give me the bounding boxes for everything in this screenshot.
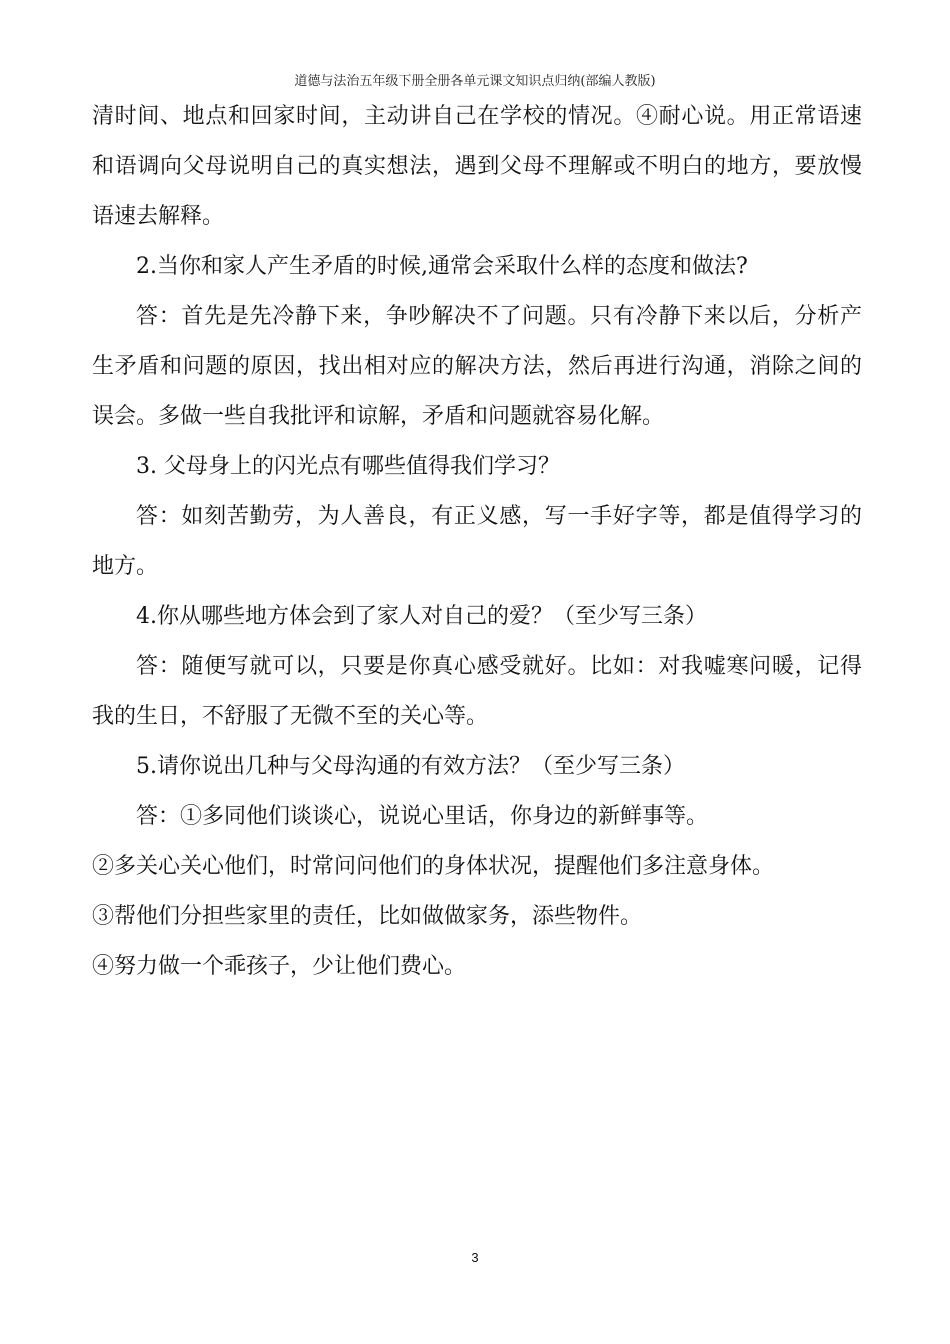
answer-5-item: ④努力做一个乖孩子，少让他们费心。 bbox=[92, 954, 467, 979]
answer-2-line: 误会。多做一些自我批评和谅解，矛盾和问题就容易化解。 bbox=[92, 404, 665, 429]
question-3: 3. 父母身上的闪光点有哪些值得我们学习？ bbox=[136, 454, 560, 479]
body-line: 和语调向父母说明自己的真实想法，遇到父母不理解或不明白的地方，要放慢 bbox=[92, 154, 862, 179]
question-2: 2.当你和家人产生矛盾的时候,通常会采取什么样的态度和做法? bbox=[136, 254, 748, 279]
answer-4-line: 我的生日，不舒服了无微不至的关心等。 bbox=[92, 704, 489, 729]
answer-4-line: 答：随便写就可以，只要是你真心感受就好。比如：对我嘘寒问暖，记得 bbox=[136, 654, 862, 679]
question-4: 4.你从哪些地方体会到了家人对自己的爱？（至少写三条） bbox=[136, 604, 707, 629]
answer-5-item: ③帮他们分担些家里的责任，比如做做家务，添些物件。 bbox=[92, 904, 643, 929]
body-line: 清时间、地点和回家时间，主动讲自己在学校的情况。④耐心说。用正常语速 bbox=[92, 104, 862, 129]
document-body bbox=[92, 92, 862, 992]
page-number: 3 bbox=[471, 1250, 479, 1265]
answer-5-item: ②多关心关心他们，时常问问他们的身体状况，提醒他们多注意身体。 bbox=[92, 854, 775, 879]
body-line: 语速去解释。 bbox=[92, 204, 225, 229]
answer-5-line: 答：①多同他们谈谈心，说说心里话，你身边的新鲜事等。 bbox=[136, 804, 709, 829]
answer-2-line: 生矛盾和问题的原因，找出相对应的解决方法，然后再进行沟通，消除之间的 bbox=[92, 354, 862, 379]
question-5: 5.请你说出几种与父母沟通的有效方法？（至少写三条） bbox=[136, 754, 685, 779]
answer-3-line: 答：如刻苦勤劳，为人善良，有正义感，写一手好字等，都是值得学习的 bbox=[136, 504, 862, 529]
answer-2-line: 答：首先是先冷静下来，争吵解决不了问题。只有冷静下来以后，分析产 bbox=[136, 304, 862, 329]
answer-3-line: 地方。 bbox=[92, 554, 159, 579]
page-header: 道德与法治五年级下册全册各单元课文知识点归纳(部编人教版) bbox=[294, 74, 656, 89]
